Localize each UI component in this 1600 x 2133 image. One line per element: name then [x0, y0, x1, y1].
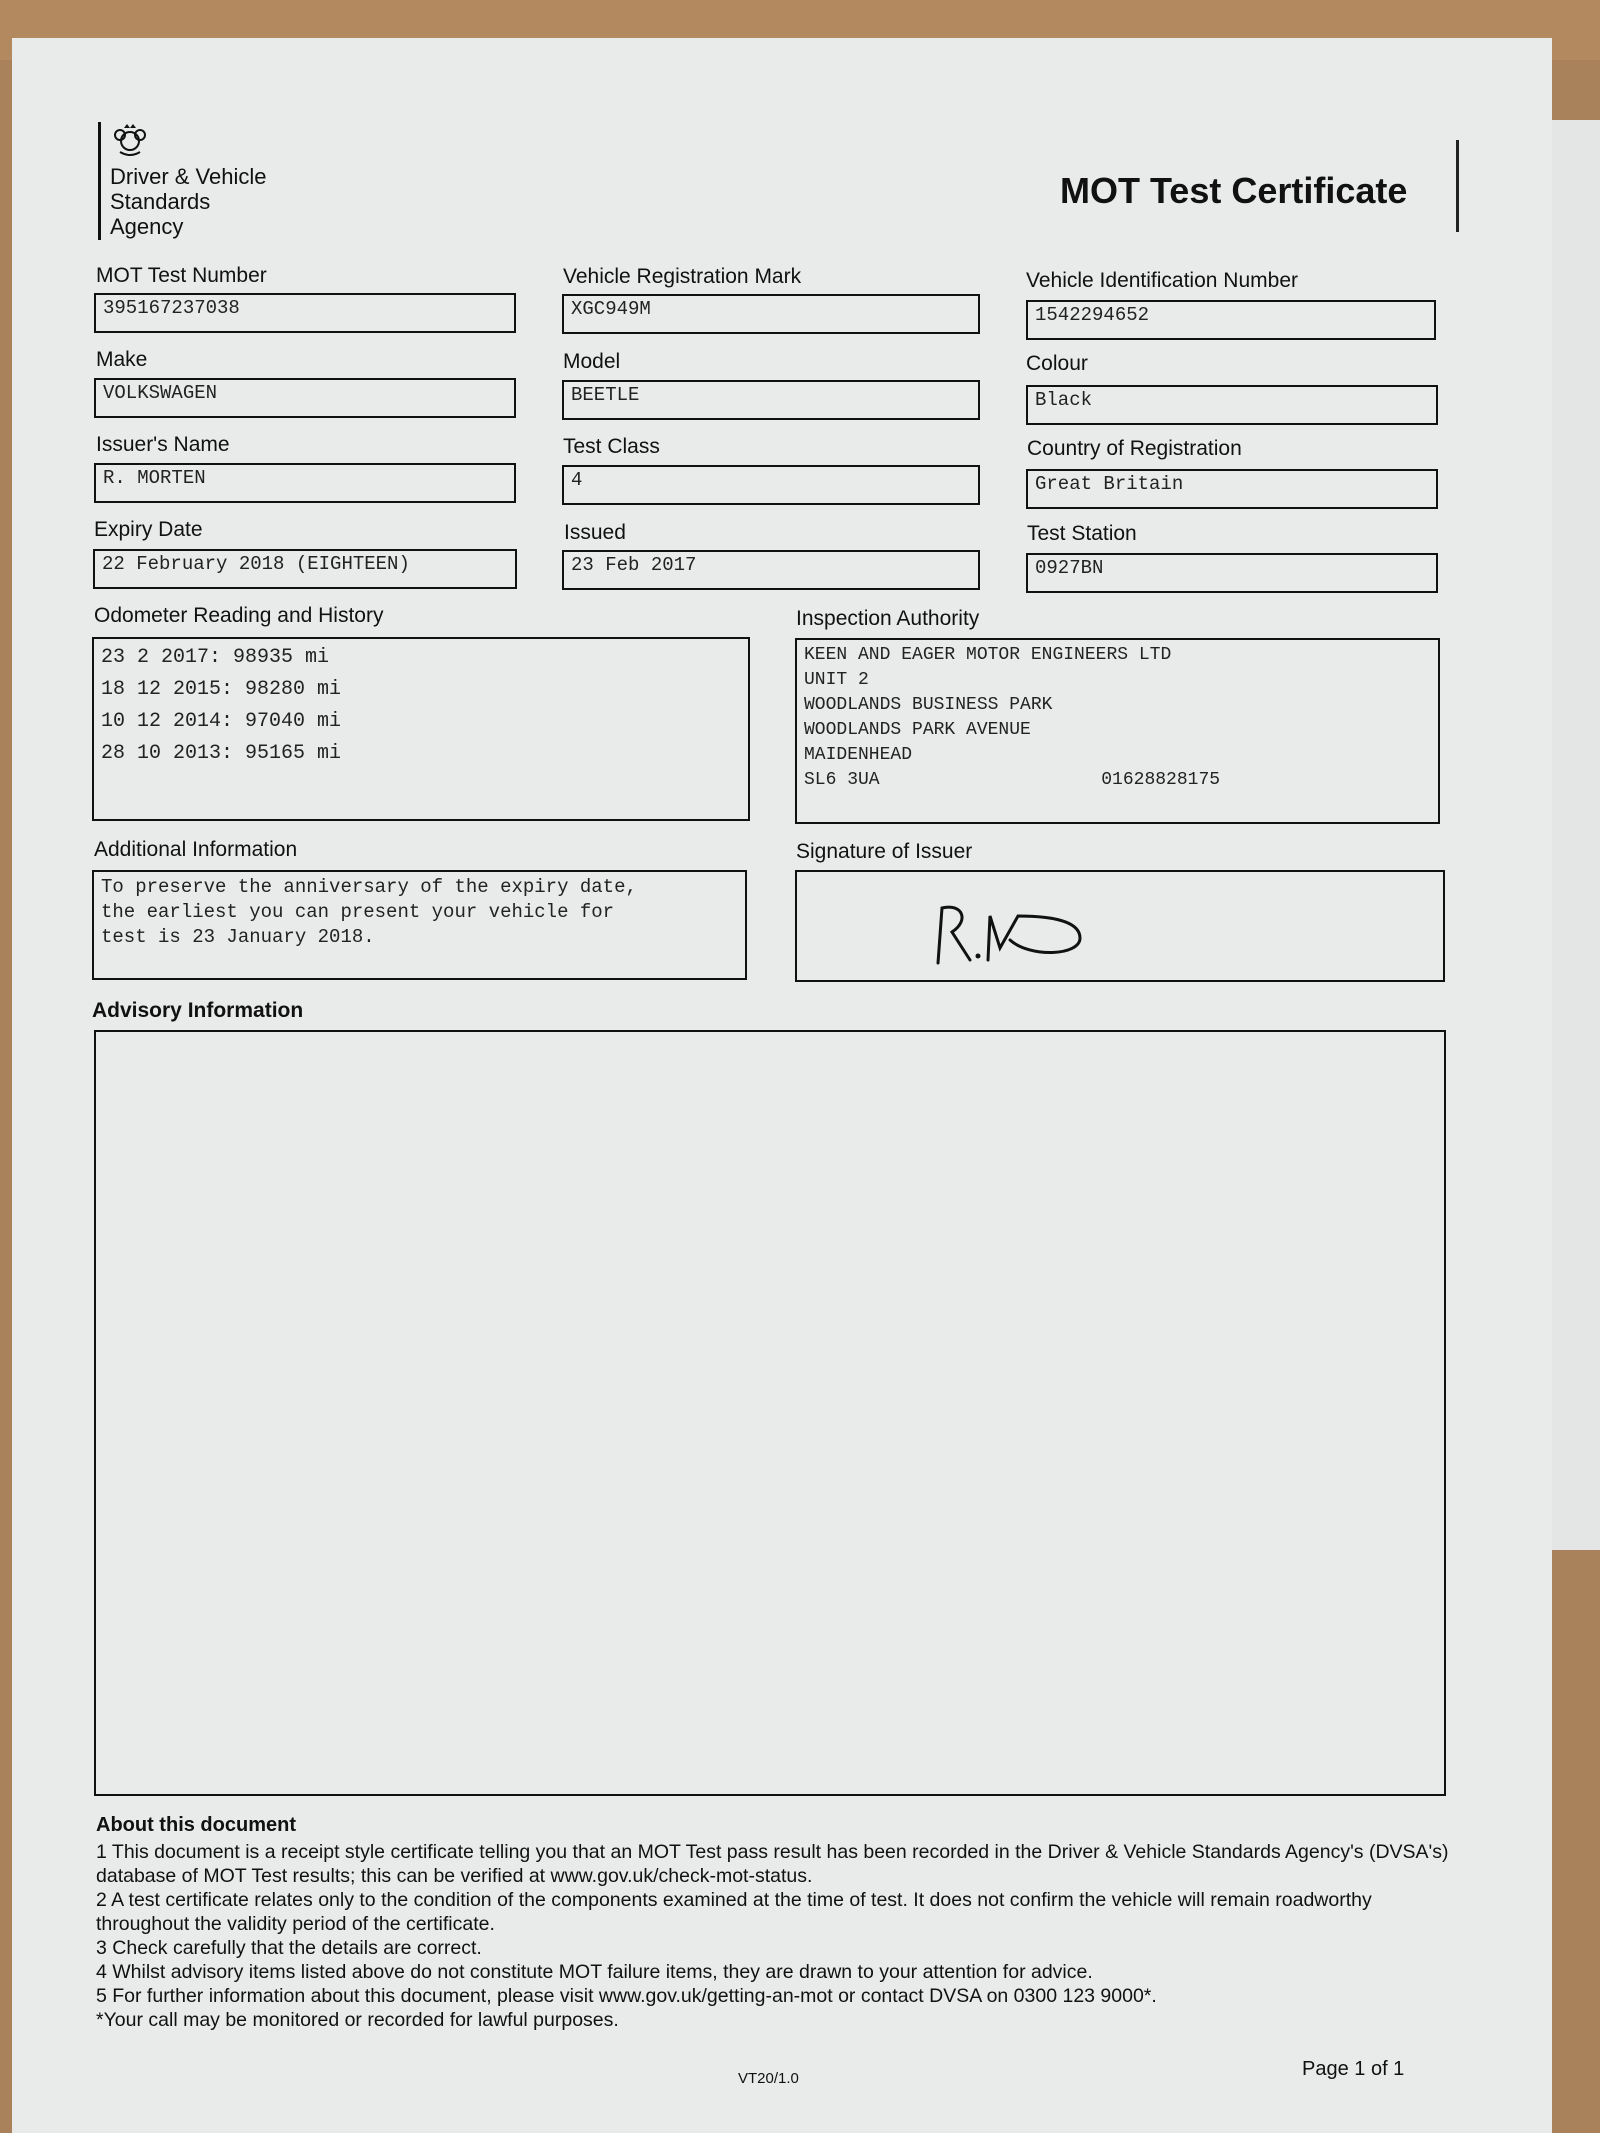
expiry-date-label: Expiry Date [94, 518, 203, 541]
mot-test-number-label: MOT Test Number [96, 264, 267, 287]
make-field: VOLKSWAGEN [94, 378, 516, 418]
additional-info-label: Additional Information [94, 838, 298, 861]
page-number: Page 1 of 1 [1302, 2058, 1405, 2080]
agency-name: Driver & Vehicle Standards Agency [110, 164, 267, 239]
advisory-box [94, 1030, 1446, 1796]
about-list [96, 1840, 1466, 2032]
inspection-authority-address: KEEN AND EAGER MOTOR ENGINEERS LTD UNIT 2 WOODLANDS BUSINESS PARK WOODLANDS PARK AVENUE MAIDENHEAD SL6 3UA 01628828175 [795, 638, 1440, 824]
additional-info-text: To preserve the anniversary of the expiry date, the earliest you can present your vehicle for test is 23 January 2018. [92, 870, 747, 980]
phone-number: 01628828175 [1101, 770, 1221, 790]
form-code: VT20/1.0 [738, 2070, 799, 2087]
issued-field: 23 Feb 2017 [562, 550, 980, 590]
country-field: Great Britain [1026, 469, 1438, 509]
odometer-row: 18 12 2015: 98280 mi [101, 678, 342, 701]
issuers-name-label: Issuer's Name [96, 433, 230, 456]
country-label: Country of Registration [1027, 437, 1242, 460]
registration-mark-label: Vehicle Registration Mark [563, 265, 802, 288]
vin-label: Vehicle Identification Number [1026, 269, 1298, 292]
odometer-row: 23 2 2017: 98935 mi [101, 646, 330, 669]
page-title: MOT Test Certificate [1060, 170, 1408, 211]
about-item: *Your call may be monitored or recorded for lawful purposes. [96, 2009, 619, 2031]
issuer-signature [930, 898, 1090, 973]
vin-field: 1542294652 [1026, 300, 1436, 340]
signature-box [795, 870, 1445, 982]
odometer-row: 28 10 2013: 95165 mi [101, 742, 342, 765]
test-station-field: 0927BN [1026, 553, 1438, 593]
odometer-row: 10 12 2014: 97040 mi [101, 710, 342, 733]
issued-label: Issued [564, 521, 626, 544]
postcode: SL6 3UA [804, 770, 880, 790]
odometer-history [92, 637, 750, 821]
about-item: 1 This document is a receipt style certificate telling you that an MOT Test pass result has been recorded in the Driver & Vehicle Standards Agency's (DVSA's) database of MOT Test results; this can be verified at www.gov.uk/check-mot-status. [96, 1841, 1449, 1887]
test-station-label: Test Station [1027, 522, 1137, 545]
about-item: 4 Whilst advisory items listed above do not constitute MOT failure items, they are drawn to your attention for advice. [96, 1961, 1093, 1983]
colour-label: Colour [1026, 352, 1088, 375]
expiry-date-field: 22 February 2018 (EIGHTEEN) [93, 549, 517, 589]
test-class-field: 4 [562, 465, 980, 505]
about-title: About this document [96, 1814, 296, 1836]
model-label: Model [563, 350, 621, 373]
signature-label: Signature of Issuer [796, 840, 973, 863]
title-divider [1456, 140, 1459, 232]
test-class-label: Test Class [563, 435, 660, 458]
odometer-label: Odometer Reading and History [94, 604, 384, 627]
about-item: 3 Check carefully that the details are correct. [96, 1937, 482, 1959]
about-item: 2 A test certificate relates only to the condition of the components examined at the time of test. It does not confirm the vehicle will remain roadworthy throughout the validity period of the certificate. [96, 1889, 1372, 1935]
registration-mark-field: XGC949M [562, 294, 980, 334]
royal-crest-icon [112, 122, 148, 158]
model-field: BEETLE [562, 380, 980, 420]
issuers-name-field: R. MORTEN [94, 463, 516, 503]
make-label: Make [96, 348, 148, 371]
mot-test-number-field: 395167237038 [94, 293, 516, 333]
advisory-label: Advisory Information [92, 999, 304, 1022]
inspection-authority-label: Inspection Authority [796, 607, 980, 630]
colour-field: Black [1026, 385, 1438, 425]
about-item: 5 For further information about this document, please visit www.gov.uk/getting-an-mot or contact DVSA on 0300 123 9000*. [96, 1985, 1157, 2007]
